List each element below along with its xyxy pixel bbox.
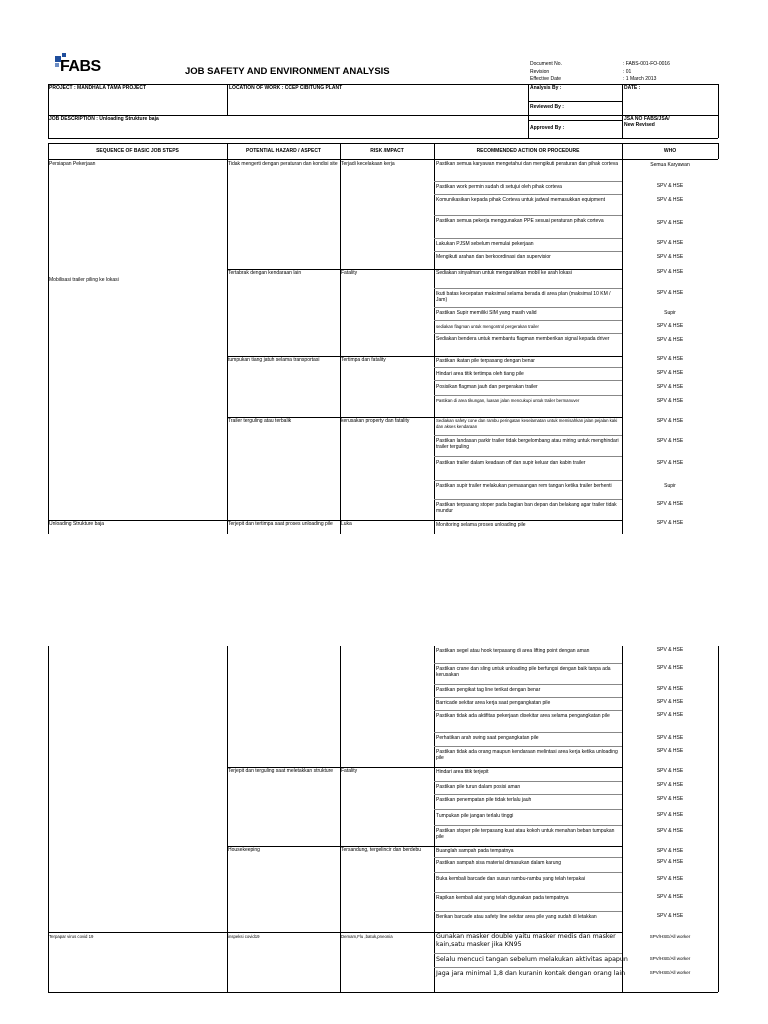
- action: Pastikan semua pekerja menggunakan PPE sesuai peraturan pihak corteva: [436, 218, 604, 224]
- logo-square-icon: [55, 63, 59, 67]
- project-field: PROJECT : MANDHALA TAMA PROJECT: [49, 85, 147, 91]
- who: SPV & HSE: [656, 768, 684, 774]
- who: SPV & HSE: [656, 197, 684, 203]
- action: Pastikan pengikat tag line terikat dengan benar: [436, 687, 541, 693]
- who: SPV & HSE: [656, 183, 684, 189]
- action: Pastikan sampah sisa material dimasukan dalam karung: [436, 860, 562, 866]
- effective-date-label: Effective Date: [530, 76, 562, 82]
- who: SPV & HSE: [656, 240, 684, 246]
- job-step: Unloading Strukture baja: [49, 521, 105, 527]
- action: Pastikan segel atau hook terpasang di area lifting point dengan aman: [436, 648, 590, 654]
- who: SPV & HSE: [656, 699, 684, 705]
- action: Hindari area titik tertimpa oleh tiang pile: [436, 371, 524, 377]
- risk: Fatality: [341, 768, 358, 774]
- hazard: Trailer terguling atau terbalik: [228, 418, 292, 424]
- who: SPV/HSE/All worker: [649, 934, 691, 939]
- hazard: Terjepit dan terguling saat meletakkan strukture: [228, 768, 334, 774]
- action: Pastikan supir trailer melakukan pemasangan rem tangan ketika trailer berhenti: [436, 483, 612, 489]
- who: SPV & HSE: [656, 438, 684, 444]
- action: Pastikan stoper pile terpasang kuat atau kokoh untuk menahan beban tumpukan pile: [436, 828, 615, 840]
- who: SPV & HSE: [656, 848, 684, 854]
- who: SPV & HSE: [656, 384, 684, 390]
- doc-no-value: : FABS-001-FO-0016: [623, 61, 670, 67]
- logo-text: FABS: [60, 58, 101, 75]
- action: Posisikan flagman jauh dan pergerakan trailer: [436, 384, 538, 390]
- action: Ikuti batas kecepatan maksimal selama berada di area plan (maksimal 10 KM / Jam): [436, 291, 611, 303]
- effective-date-value: : 1 March 2013: [623, 76, 657, 82]
- who: Semua Karyawan: [650, 162, 690, 168]
- action: Perhatikan arah swing saat pengangkatan pile: [436, 735, 539, 741]
- who: SPV & HSE: [656, 665, 684, 671]
- column-header-who: WHO: [663, 148, 677, 154]
- location-field: LOCATION OF WORK : CCEP CIBITUNG PLANT: [229, 85, 343, 91]
- job-step: Persiapan Pekerjaan: [49, 161, 96, 167]
- action: Komunikasikan kepada pihak Corteva untuk jadwal memasukkan equipment: [436, 197, 605, 203]
- action: Pastikan trailer dalam keadaan off dan supir keluar dan kabin trailer: [436, 460, 586, 466]
- hazard: inspeksi covid19: [228, 934, 260, 939]
- who: SPV & HSE: [656, 686, 684, 692]
- who: SPV & HSE: [656, 859, 684, 865]
- action: Pastikan terpasang stoper pada bagian ban depan dan belakang agar trailer tidak mundur: [436, 502, 617, 514]
- doc-no-label: Document No.: [530, 61, 562, 67]
- action: Pastikan landasan parkir trailer tidak bergelombang atau miring untuk menghindari trailer terguling: [436, 438, 619, 450]
- action: Pastikan pile turun dalam posisi aman: [436, 784, 521, 790]
- revision-value: : 01: [623, 69, 632, 75]
- who: SPV & HSE: [656, 712, 684, 718]
- action: Pastikan tidak ada orang maupun kendaraan melintasi area kerja ketika unloading pile: [436, 749, 618, 761]
- hazard: Tidak mengerti dengan peraturan dan kondisi site: [228, 161, 338, 167]
- who: SPV & HSE: [656, 337, 684, 343]
- who: SPV & HSE: [656, 796, 684, 802]
- action: Pastikan Supir memiliki SIM yang masih valid: [436, 310, 537, 316]
- job-step: Mobilisasi trailer piling ke lokasi: [49, 277, 119, 283]
- column-header-steps: SEQUENCE OF BASIC JOB STEPS: [96, 148, 179, 154]
- action: Berikan barcade atau safety line sekitar area pile yang sudah di letakkan: [436, 914, 597, 920]
- action: Jaga jara minimal 1,8 dan kuranin kontak dengan orang lain: [436, 970, 626, 977]
- new-revised-field: New Revised: [624, 122, 655, 128]
- action: Sediakan bendera untuk membantu flagman memberikan signal kepada driver: [436, 336, 610, 342]
- risk: Tersandung, tergelincir dan berdebu: [341, 847, 422, 853]
- action: Buka kembali barcade dan susun rambu-rambu yang telah terpakai: [436, 876, 585, 882]
- action: Pastikan crane dan sling untuk unloading pile berfungsi dengan baik tanpa ada kerusakan: [436, 666, 611, 678]
- approved-by-field: Approved By :: [530, 125, 565, 131]
- who: SPV & HSE: [656, 418, 684, 424]
- action: Pastikan di area tikungan, luasan jalan mencukupi untuk trailer bermanuver: [436, 398, 580, 403]
- who: SPV/HSE/All worker: [649, 956, 691, 961]
- job-step: Terpapar virus covid 19: [49, 934, 94, 939]
- action: Mengikuti arahan dan berkoordinasi dan supervisior: [436, 254, 551, 260]
- action: Sediakan safety cone dan rambu peringatan keselamatan untuk memisahkan jalan pejalan kaki dan akses kendaraan: [436, 418, 618, 429]
- who: SPV & HSE: [656, 290, 684, 296]
- hazard: Housekeeping: [228, 847, 260, 853]
- who: SPV/HSE/All worker: [649, 970, 691, 975]
- action: Pastikan ikatan pile terpasang dengan benar: [436, 358, 535, 364]
- action: Rapikan kembali alat yang telah digunakan pada tempatnya: [436, 895, 569, 901]
- action: Selalu mencuci tangan sebelum melakukan aktivitas apapun: [436, 956, 628, 963]
- who: SPV & HSE: [656, 782, 684, 788]
- who: SPV & HSE: [656, 748, 684, 754]
- who: SPV & HSE: [656, 269, 684, 275]
- who: Supir: [664, 483, 676, 489]
- risk: Terjadi kecelakaan kerja: [341, 161, 395, 167]
- who: SPV & HSE: [656, 647, 684, 653]
- who: SPV & HSE: [656, 323, 684, 329]
- column-header-action: RECOMMENDED ACTION OR PROCEDURE: [476, 148, 580, 154]
- hazard: tumpukan tiang jatuh selama transportasi: [228, 357, 320, 363]
- who: SPV & HSE: [656, 735, 684, 741]
- job-description-field: JOB DESCRIPTION : Unloading Strukture baja: [49, 116, 159, 122]
- who: Supir: [664, 310, 676, 316]
- action: Buanglah sampah pada tempatnya: [436, 848, 514, 854]
- action: sediakan flagman untuk mengontrol pergerakan trailer: [436, 324, 539, 329]
- who: SPV & HSE: [656, 501, 684, 507]
- column-header-hazard: POTENTIAL HAZARD / ASPECT: [245, 148, 321, 154]
- action: Monitoring selama proses unloading pile: [436, 522, 526, 528]
- action: Gunakan masker double yaitu masker medis dan masker kain,satu masker jika KN95: [436, 933, 616, 948]
- action: Lakukan PJSM sebelum memulai pekerjaan: [436, 241, 534, 247]
- action: Pastikan semua karyawan mengetahui dan mengikuti peraturan dan pihak corteva: [436, 161, 619, 167]
- jsa-no-field: JSA NO FABS/JSA/: [624, 116, 670, 122]
- analysis-by-field: Analysis By :: [530, 85, 562, 91]
- action: Tumpukan pile jangan terlalu tinggi: [436, 813, 514, 819]
- who: SPV & HSE: [656, 913, 684, 919]
- hazard: Terjepit dan tertimpa saat proses unloading pile: [228, 521, 333, 527]
- who: SPV & HSE: [656, 254, 684, 260]
- column-header-risk: RISK /IMPACT: [370, 148, 404, 154]
- who: SPV & HSE: [656, 398, 684, 404]
- who: SPV & HSE: [656, 894, 684, 900]
- action: Pastikan penempatan pile tidak terlalu jauh: [436, 797, 532, 803]
- hazard: Tertabrak dengan kendaraan lain: [228, 270, 302, 276]
- risk: Luka: [341, 521, 352, 527]
- who: SPV & HSE: [656, 356, 684, 362]
- action: Sediakan sinyalman untuk mengarahkan mobil ke arah lokasi: [436, 270, 572, 276]
- action: Barricade sekitar area kerja saat pengangkatan pile: [436, 700, 551, 706]
- revision-label: Revision: [530, 69, 550, 75]
- who: SPV & HSE: [656, 812, 684, 818]
- risk: Tertimpa dan fatality: [341, 357, 386, 363]
- action: Hindari area titik terjepit: [436, 769, 489, 775]
- who: SPV & HSE: [656, 220, 684, 226]
- action: Pastikan work permin sudah di setujui oleh pihak corteva: [436, 184, 562, 190]
- page-title: JOB SAFETY AND ENVIRONMENT ANALYSIS: [185, 66, 390, 77]
- risk: Fatality: [341, 270, 358, 276]
- who: SPV & HSE: [656, 876, 684, 882]
- who: SPV & HSE: [656, 460, 684, 466]
- risk: kerusakan property dan fatality: [341, 418, 410, 424]
- who: SPV & HSE: [656, 520, 684, 526]
- who: SPV & HSE: [656, 370, 684, 376]
- who: SPV & HSE: [656, 828, 684, 834]
- logo-square-icon: [62, 53, 66, 57]
- risk: Demam,Flu ,batuk,pneonia: [341, 934, 393, 939]
- date-field: DATE :: [624, 85, 641, 91]
- reviewed-by-field: Reviewed By :: [530, 104, 564, 110]
- action: Pastikan tidak ada aktifitas pekerjaan disekitar area selama pengangkatan pile: [436, 713, 610, 719]
